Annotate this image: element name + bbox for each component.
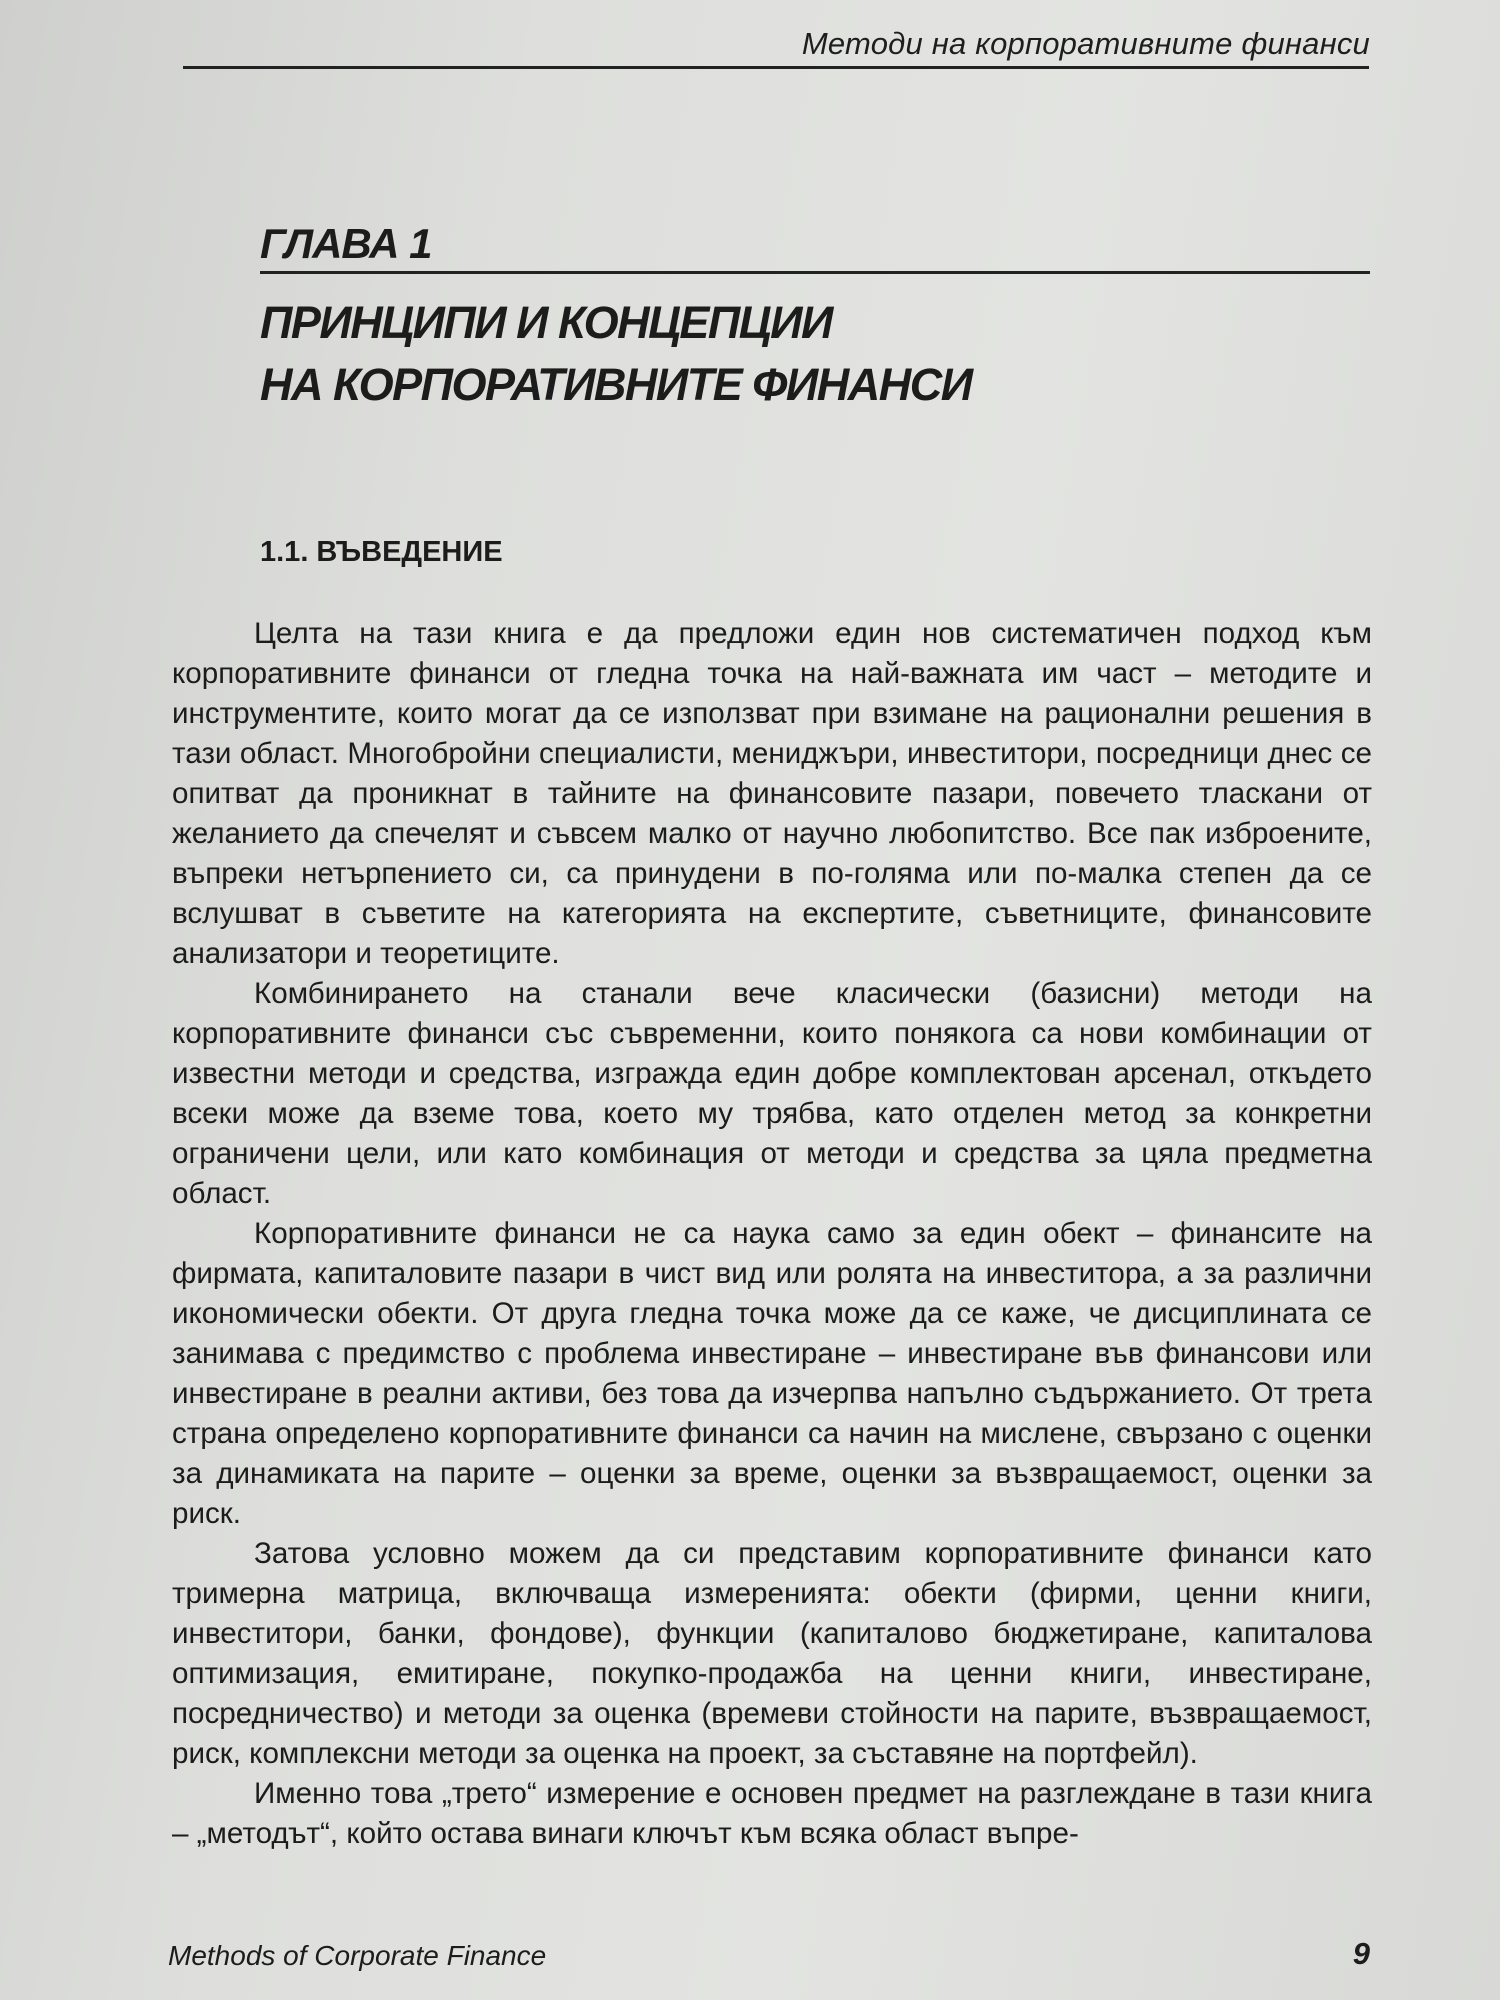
chapter-label: ГЛАВА 1 [260, 220, 432, 267]
footer-book-title: Methods of Corporate Finance [168, 1940, 547, 1971]
body-text [172, 614, 1372, 1854]
section-heading: 1.1. ВЪВЕДЕНИЕ [260, 536, 503, 568]
paragraph: Именно това „трето“ измерение е основен предмет на разглеждане в тази книга – „методът“, който остава винаги ключът към всяка област въпре- [172, 1777, 1372, 1850]
page-number: 9 [1352, 1936, 1370, 1971]
paragraph: Корпоративните финанси не са наука само за един обект – финансите на фирмата, капиталовите пазари в чист вид или ролята на инвеститора, а за различни икономически обекти. От друга гледна точка може да се каже, че дисциплината се занимава с предимство с проблема инвестиране – инвестиране във финансови или инвестиране в реални активи, без това да изчерпва напълно съдържанието. От трета страна определено корпоративните финанси са начин на мислене, свързано с оценки за динамиката на парите – оценки за време, оценки за възвращаемост, оценки за риск. [172, 1217, 1372, 1530]
chapter-title-line: ПРИНЦИПИ И КОНЦЕПЦИИ [260, 297, 832, 348]
running-head: Методи на корпоративните финанси [801, 26, 1370, 61]
paragraph: Затова условно можем да си представим корпоративните финанси като тримерна матрица, включваща измеренията: обекти (фирми, ценни книги, инвеститори, банки, фондове), функции (капиталово бюджетиране, капиталова оптимизация, емитиране, покупко-продажба на ценни книги, инвестиране, посредничество) и методи за оценка (времеви стойности на парите, възвращаемост, риск, комплексни методи за оценка на проект, за съставяне на портфейл). [172, 1537, 1372, 1770]
header-rule [183, 66, 1369, 69]
chapter-title [260, 292, 972, 416]
chapter-rule [260, 271, 1370, 274]
chapter-title-line: НА КОРПОРАТИВНИТЕ ФИНАНСИ [260, 359, 972, 410]
paragraph: Комбинирането на станали вече класически (базисни) методи на корпоративните финанси със съвременни, които понякога са нови комбинации от известни методи и средства, изгражда един добре комплектован арсенал, откъдето всеки може да вземе това, което му трябва, като отделен метод за конкретни ограничени цели, или като комбинация от методи и средства за цяла предметна област. [172, 977, 1372, 1210]
paragraph: Целта на тази книга е да предложи един нов систематичен подход към корпоративните финанси от гледна точка на най-важната им част – методите и инструментите, които могат да се използват при взимане на рационални решения в тази област. Многобройни специалисти, мениджъри, инвеститори, посредници днес се опитват да проникнат в тайните на финансовите пазари, повечето тласкани от желанието да спечелят и съвсем малко от научно любопитство. Все пак изброените, въпреки нетърпението си, са принудени в по-голяма или по-малка степен да се вслушват в съветите на категорията на експертите, съветниците, финансовите анализатори и теоретиците. [172, 617, 1372, 970]
